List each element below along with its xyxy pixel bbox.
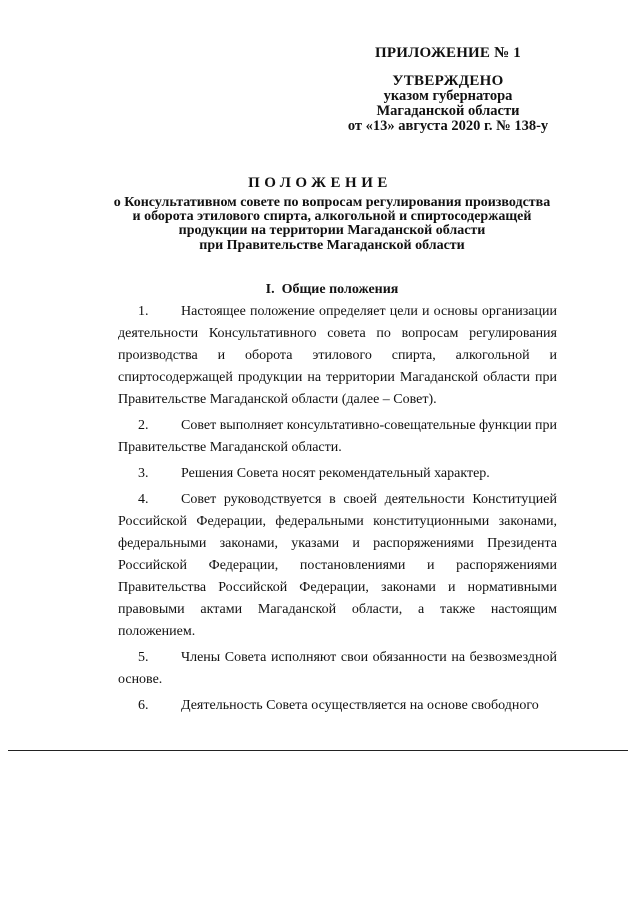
document-subtitle: [108, 196, 556, 253]
subtitle-line: при Правительстве Магаданской области: [199, 237, 465, 253]
subtitle-line: и оборота этилового спирта, алкогольной и спиртосодержащей: [132, 209, 532, 225]
document-header: [338, 46, 558, 134]
paragraph-text: Совет выполняет консультативно-совещательные функции при Правительстве Магаданской области.: [118, 418, 558, 455]
paragraph-number: 4.: [138, 492, 149, 507]
paragraph-text: Совет руководствуется в своей деятельности Конституцией Российской Федерации, федеральными конституционными законами, федеральными законами, указами и распоряжениями Президента Российской Федерации, постановлениями и распоряжениями Правительства Российской Федерации, законами и нормативными правовыми актами Магаданской области, а также настоящим положением.: [118, 492, 557, 639]
paragraph-number: 2.: [138, 418, 149, 433]
paragraph-text: Деятельность Совета осуществляется на основе свободного: [181, 698, 539, 713]
region-label: Магаданской области: [376, 103, 520, 119]
paragraph-6: [118, 695, 557, 717]
section-heading: [0, 282, 640, 298]
subtitle-line: о Консультативном совете по вопросам регулирования производства: [113, 195, 551, 210]
paragraph-text: Настоящее положение определяет цели и основы организации деятельности Консультативного совета по вопросам регулирования производства и оборота этилового спирта, алкогольной и спиртосодержащей продукции на территории Магаданской области при Правительстве Магаданской области (далее – Совет).: [118, 304, 557, 407]
page-bottom-rule: [8, 750, 628, 751]
decree-date-number: от «13» августа 2020 г. № 138-у: [347, 118, 549, 134]
document-body: [118, 301, 557, 721]
section-title: Общие положения: [281, 282, 399, 297]
paragraph-number: 3.: [138, 466, 149, 481]
document-title: ПОЛОЖЕНИЕ: [248, 175, 392, 191]
paragraph-4: [118, 489, 557, 643]
paragraph-text: Решения Совета носят рекомендательный характер.: [181, 466, 490, 481]
appendix-label: ПРИЛОЖЕНИЕ № 1: [374, 45, 522, 61]
decree-label: указом губернатора: [383, 88, 513, 104]
paragraph-number: 5.: [138, 650, 149, 665]
paragraph-2: [118, 415, 557, 459]
paragraph-number: 6.: [138, 698, 149, 713]
paragraph-5: [118, 647, 557, 691]
paragraph-3: [118, 463, 557, 485]
section-number: I.: [265, 282, 275, 297]
paragraph-1: [118, 301, 557, 411]
subtitle-line: продукции на территории Магаданской области: [178, 223, 486, 239]
approved-label: УТВЕРЖДЕНО: [392, 73, 504, 89]
paragraph-text: Члены Совета исполняют свои обязанности на безвозмездной основе.: [118, 650, 557, 687]
paragraph-number: 1.: [138, 304, 149, 319]
